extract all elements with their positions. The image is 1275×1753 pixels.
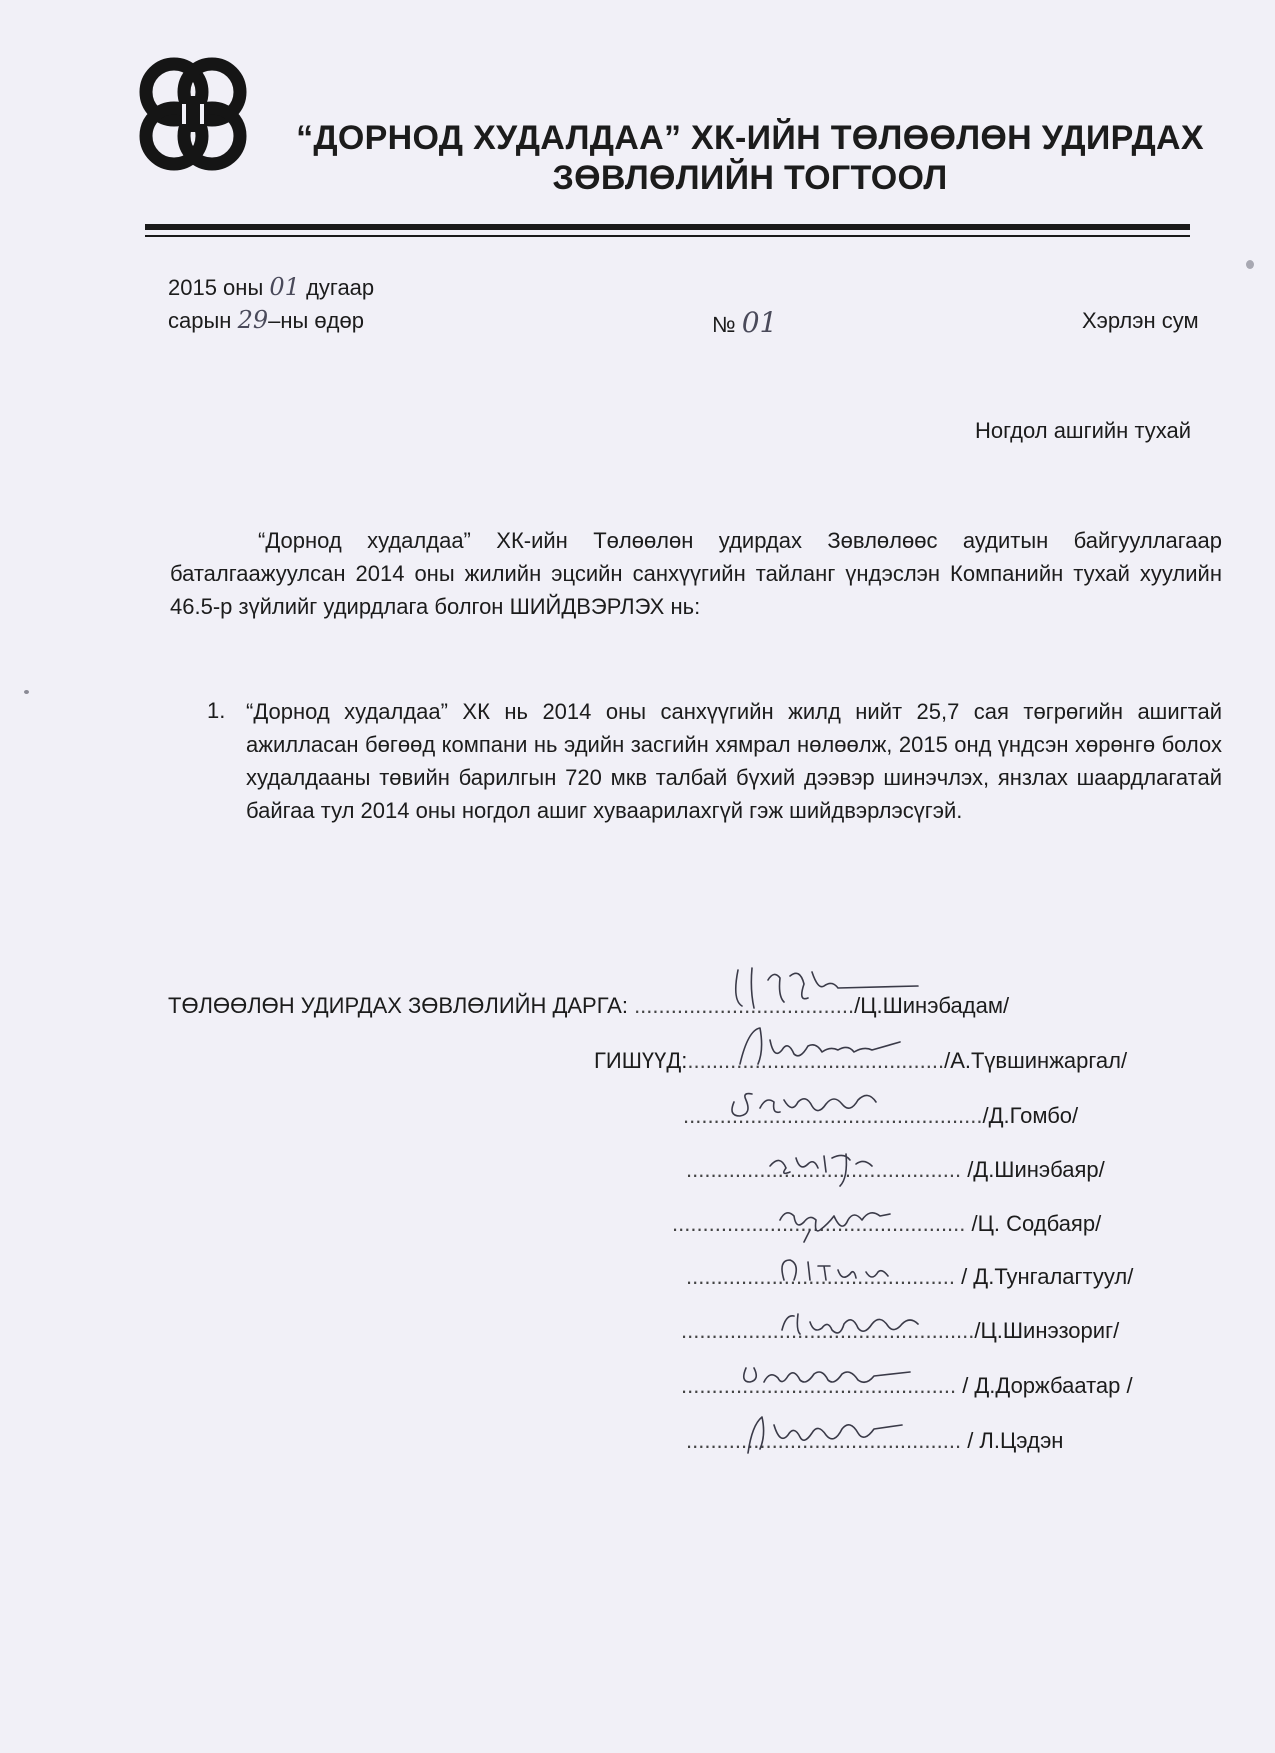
preamble-paragraph: “Дорнод худалдаа” ХК-ийн Төлөөлөн удирдах Зөвлөлөөс аудитын байгууллагаар баталгаажуулсан 2014 оны жилийн эцсийн санхүүгийн тайланг үндэслэн Компанийн тухай хуулийн 46.5-р зүйлийг удирдлага болгон ШИЙДВЭРЛЭХ нь: [170,528,1222,619]
document-subject: Ногдол ашгийн тухай [975,418,1192,443]
decision-number: 1. [207,698,226,723]
scan-speck [1246,260,1254,269]
member-signature-line: ............................................. /Д.Шинэбаяр/ [686,1157,1105,1182]
member-signature-line: ............................................ / Д.Тунгалагтуул/ [686,1264,1134,1289]
member-name: / Д.Тунгалагтуул/ [961,1264,1134,1289]
chair-label: ТӨЛӨӨЛӨН УДИРДАХ ЗӨВЛӨЛИЙН ДАРГА: [168,993,628,1018]
place-name: Хэрлэн сум [1082,308,1199,333]
member-signature-line: ............................................. / Д.Доржбаатар / [681,1373,1133,1398]
member-name: /Ц. Содбаяр/ [971,1211,1102,1236]
date-day-handwritten: 29 [237,306,269,334]
member-name: /Д.Шинэбаяр/ [967,1157,1105,1182]
member-signature [770,1190,900,1245]
member-name: /Д.Гомбо/ [982,1103,1079,1128]
title-line-1: “ДОРНОД ХУДАЛДАА” ХК-ИЙН ТӨЛӨӨЛӨН УДИРДАХ [296,119,1204,157]
member-name: /А.Түвшинжаргал/ [944,1048,1128,1073]
header-rule-thick [145,224,1190,230]
member-signature-line: ................................................./Д.Гомбо/ [683,1103,1079,1128]
member-signature [760,1138,890,1188]
header-rule-thin [145,235,1190,237]
chair-signature-line: ТӨЛӨӨЛӨН УДИРДАХ ЗӨВЛӨЛИЙН ДАРГА: ..................................../Ц.Шинэбадам/ [168,993,1010,1018]
member-signature-line: ............................................. / Л.Цэдэн [686,1428,1064,1453]
member-name: /Ц.Шинэзориг/ [974,1318,1120,1343]
member-name: / Д.Доржбаатар / [962,1373,1133,1398]
members-label: ГИШҮҮД: [594,1048,688,1073]
scan-speck [24,690,29,694]
member-signature [770,1300,940,1345]
member-signature-line: ................................................/Ц.Шинэзориг/ [681,1318,1120,1343]
date-month-handwritten: 01 [269,273,300,301]
member-signature-line: ................................................ /Ц. Содбаяр/ [672,1211,1102,1236]
document-number-handwritten: 01 [741,306,778,339]
member-signature [730,1020,910,1070]
document-number: № 01 [712,306,778,339]
document-title [270,118,1230,198]
member-signature [734,1405,914,1460]
title-line-2: ЗӨВЛӨЛИЙН ТОГТООЛ [552,159,948,197]
decision-text: “Дорнод худалдаа” ХК нь 2014 оны санхүүгийн жилд нийт 25,7 сая төгрөгийн ашигтай ажилласан бөгөөд компани нь эдийн засгийн хямрал нөлөөлж, 2015 онд үндсэн хөрөнгө болох худалдааны төвийн барилгын 720 мкв талбай бүхий дээвэр шинэчлэх, янзлах шаардлагатай байгаа тул 2014 оны ногдол ашиг хуваарилахгүй гэж шийдвэрлэсүгэй. [246,699,1222,823]
date-line-2: сарын 29–ны өдөр [168,306,364,334]
member-signature [722,1078,902,1123]
member-signature [730,1352,920,1397]
date-line-1: 2015 оны 01 дугаар [168,273,375,301]
member-signature-line: ГИШҮҮД:........................................../А.Түвшинжаргал/ [594,1048,1128,1073]
member-name: / Л.Цэдэн [967,1428,1064,1453]
chair-signature [728,950,928,1020]
chair-name: /Ц.Шинэбадам/ [854,993,1010,1018]
member-signature [770,1248,920,1288]
company-logo-icon [130,52,255,177]
